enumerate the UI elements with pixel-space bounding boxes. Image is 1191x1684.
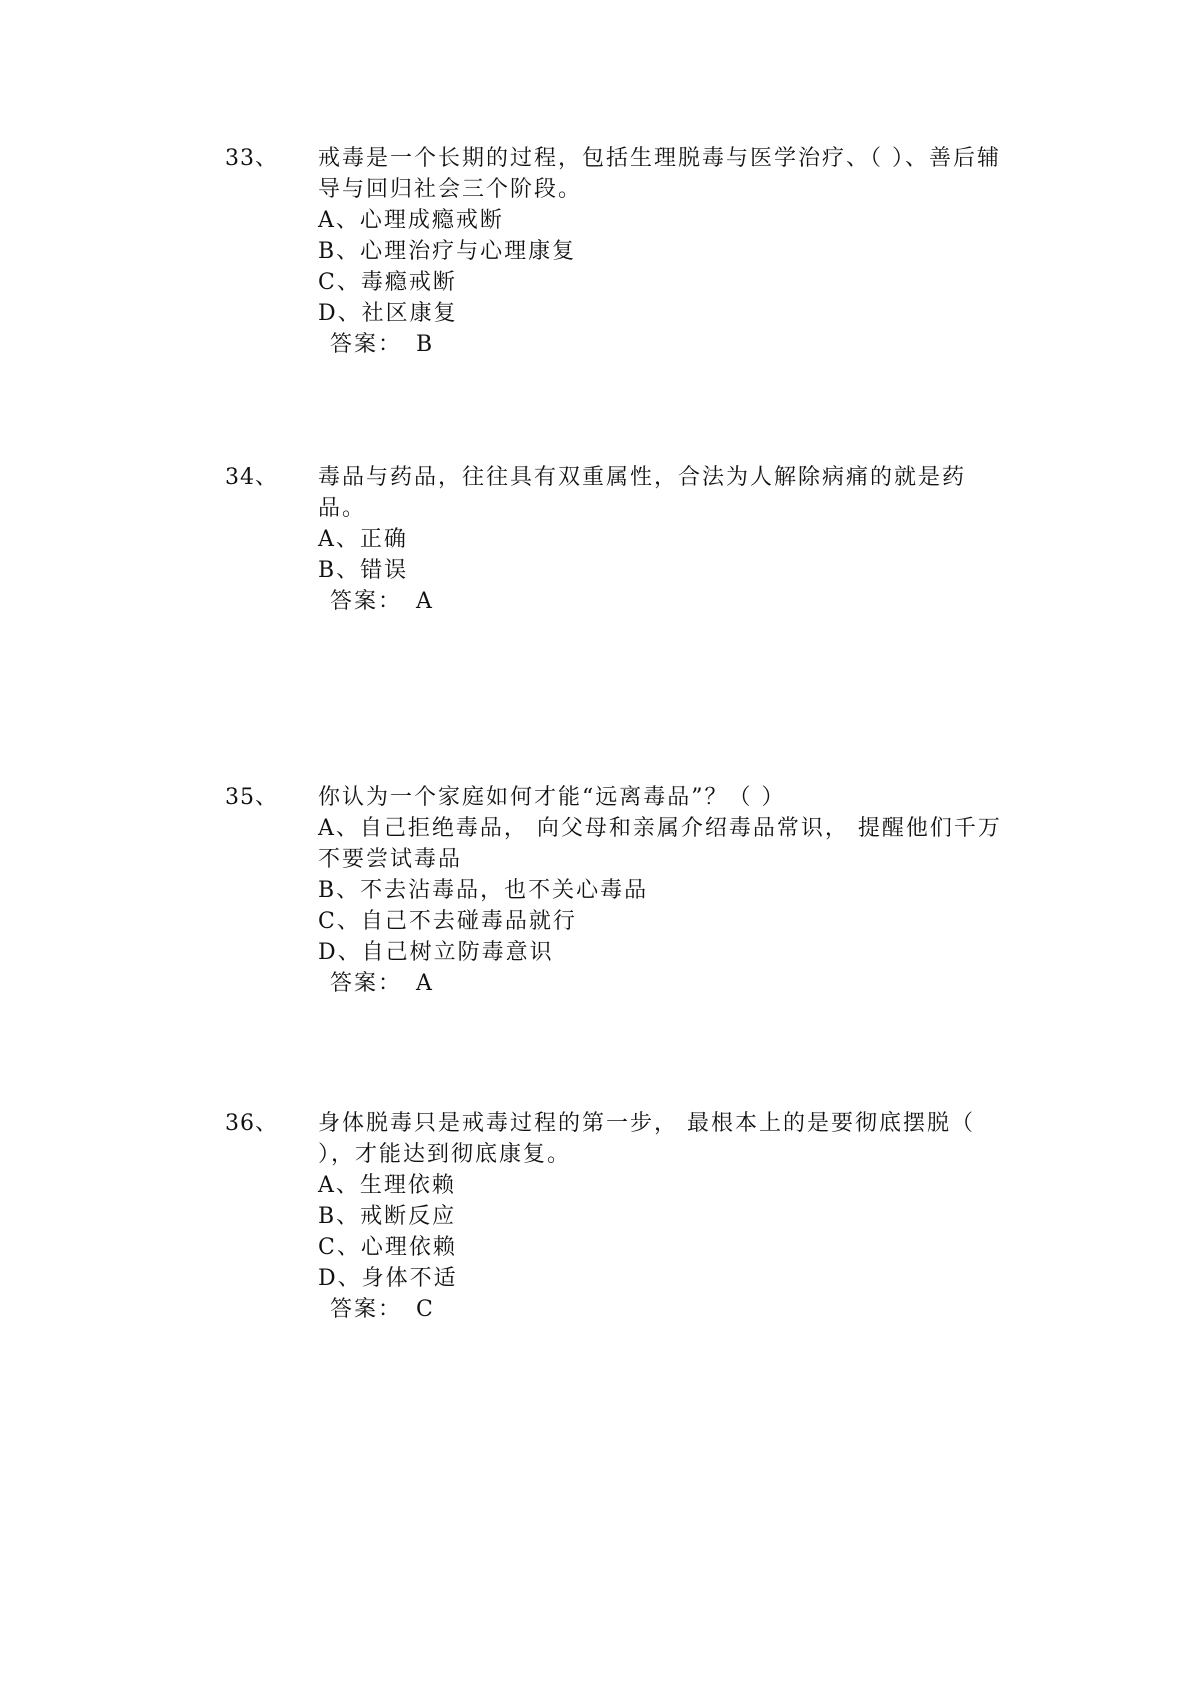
question-stem: 身体脱毒只是戒毒过程的第一步， 最根本上的是要彻底摆脱（ ），才能达到彻底康复。 <box>318 1111 975 1167</box>
option-b: B、不去沾毒品，也不关心毒品 <box>318 878 649 903</box>
question-number: 36、 <box>225 1111 278 1136</box>
answer-value: B <box>416 332 435 357</box>
option-a: A、自己拒绝毒品， 向父母和亲属介绍毒品常识， 提醒他们千万不要尝试毒品 <box>318 816 1002 872</box>
answer-value: A <box>416 589 434 614</box>
option-c: C、心理依赖 <box>318 1235 457 1260</box>
option-d: D、身体不适 <box>318 1266 458 1291</box>
answer-label: 答案： <box>330 971 403 996</box>
option-a: A、生理依赖 <box>318 1173 456 1198</box>
answer-line <box>330 1294 1008 1325</box>
option-b: B、错误 <box>318 558 409 583</box>
option-d: D、社区康复 <box>318 301 458 326</box>
option-c: C、毒瘾戒断 <box>318 270 457 295</box>
answer-line <box>330 329 1008 360</box>
question-body <box>318 462 1008 617</box>
question-body <box>318 143 1008 360</box>
option-b: B、心理治疗与心理康复 <box>318 239 577 264</box>
option-d: D、自己树立防毒意识 <box>318 940 554 965</box>
answer-line <box>330 968 1008 999</box>
question-body <box>318 782 1008 999</box>
question-number: 35、 <box>225 785 278 810</box>
option-a: A、心理成瘾戒断 <box>318 208 504 233</box>
answer-label: 答案： <box>330 589 403 614</box>
question-stem: 你认为一个家庭如何才能“远离毒品”？（ ） <box>318 785 786 810</box>
option-c: C、自己不去碰毒品就行 <box>318 909 577 934</box>
answer-line <box>330 586 1008 617</box>
question-stem: 戒毒是一个长期的过程，包括生理脱毒与医学治疗、（ ）、善后辅导与回归社会三个阶段。 <box>318 146 1001 202</box>
answer-value: C <box>416 1297 435 1322</box>
question-number: 33、 <box>225 146 278 171</box>
answer-value: A <box>416 971 434 996</box>
answer-label: 答案： <box>330 332 403 357</box>
option-a: A、正确 <box>318 527 408 552</box>
answer-label: 答案： <box>330 1297 403 1322</box>
option-b: B、戒断反应 <box>318 1204 457 1229</box>
question-stem: 毒品与药品，往往具有双重属性，合法为人解除病痛的就是药品。 <box>318 465 967 521</box>
question-number: 34、 <box>225 465 278 490</box>
question-body <box>318 1108 1008 1325</box>
